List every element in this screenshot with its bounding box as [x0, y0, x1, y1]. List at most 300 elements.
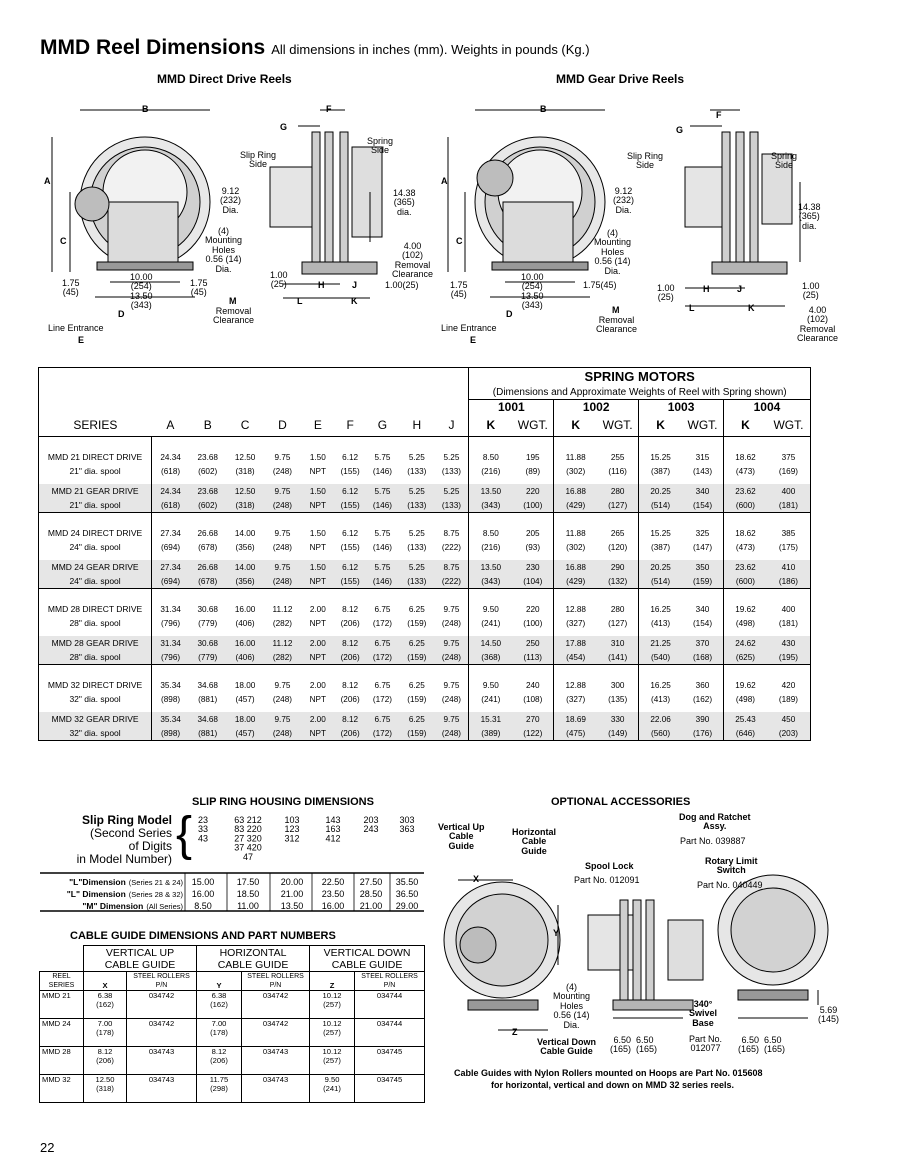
cable-guide-group-header: VERTICAL DOWN CABLE GUIDE	[310, 946, 425, 972]
dim-1350: 13.50 (343)	[130, 291, 153, 311]
slip-ring-grid	[40, 808, 424, 912]
slip-ring-dimension-note: (Series 21 & 24)	[128, 878, 183, 887]
reel-series-header: REEL SERIES	[40, 972, 84, 991]
table-cell: 5.25	[443, 452, 460, 462]
table-cell: (127)	[608, 618, 628, 628]
table-cell: (132)	[597, 574, 638, 589]
table-cell: (625)	[723, 650, 766, 665]
table-cell: 310	[597, 636, 638, 650]
table-cell: 15.31	[469, 712, 512, 726]
line-entrance-label: Line Entrance	[441, 323, 497, 333]
accessory-mounting-label: (4) Mounting Holes 0.56 (14) Dia.	[553, 982, 591, 1030]
spool-lock-pn: Part No. 012091	[574, 875, 640, 885]
spring-motors-table	[38, 367, 811, 741]
table-cell: (678)	[198, 542, 218, 552]
table-cell: 350	[682, 560, 723, 574]
table-row	[40, 991, 425, 1019]
table-cell: 220	[512, 484, 553, 498]
dim-mm: (178)	[96, 1028, 114, 1037]
dim-inches: 8.12	[97, 1047, 113, 1056]
table-cell: 16.00	[234, 604, 256, 614]
table-cell: 6.75	[366, 712, 399, 726]
table-cell: (135)	[608, 694, 628, 704]
dim-mm: (162)	[96, 1000, 114, 1009]
slip-ring-dimension-value: 16.00	[191, 889, 215, 899]
table-cell: 8.12	[342, 680, 359, 690]
table-cell: 9.75	[274, 528, 291, 538]
table-cell: (172)	[372, 618, 393, 628]
col-header-b: B	[189, 414, 226, 437]
spring-side-label: Spring Side	[771, 151, 798, 171]
cable-guide-dim	[197, 991, 242, 1019]
dim-175-right: 1.75(45)	[583, 280, 617, 290]
removal-400-label: 4.00 (102) Removal Clearance	[797, 305, 839, 344]
slip-ring-dimension-value: 29.00	[395, 901, 419, 911]
table-cell: (356)	[226, 574, 263, 589]
table-cell: 16.00	[226, 636, 263, 650]
table-cell: (389)	[469, 726, 512, 741]
motor-1-header: 1001	[469, 400, 554, 415]
table-cell: 18.00	[226, 712, 263, 726]
table-cell: (146)	[366, 498, 399, 513]
table-cell: NPT	[301, 574, 334, 589]
slip-ring-dimension-name: "L" Dimension	[66, 889, 126, 899]
dim-d: D	[506, 309, 513, 319]
table-cell: 9.50	[469, 602, 512, 616]
table-cell: 5.75	[374, 528, 391, 538]
table-cell: (898)	[161, 694, 181, 704]
table-cell: (387)	[639, 540, 682, 554]
accessories-title: OPTIONAL ACCESSORIES	[551, 796, 691, 808]
col-header-k: K	[469, 414, 512, 437]
table-cell: 6.25	[399, 712, 434, 726]
table-cell: 25.43	[723, 712, 766, 726]
table-cell: 1.50	[309, 452, 326, 462]
dim-mm: (178)	[210, 1028, 228, 1037]
table-cell: (189)	[767, 692, 811, 706]
spool-size: 32" dia. spool	[39, 692, 152, 706]
slip-ring-model-value: 243	[363, 824, 379, 835]
gear-drive-diagram	[440, 92, 840, 347]
spring-motors-subheader: (Dimensions and Approximate Weights of Reel with Spring shown)	[469, 385, 811, 400]
table-cell: (356)	[235, 542, 255, 552]
table-row	[39, 726, 811, 741]
slip-ring-dimension-value: 16.00	[321, 901, 345, 911]
table-cell: (133)	[407, 466, 427, 476]
dim-569: 5.69 (145)	[818, 1005, 840, 1025]
table-cell: (154)	[682, 498, 723, 513]
col-header-f: F	[334, 414, 365, 437]
cable-guide-dim	[310, 1075, 355, 1103]
table-row	[39, 560, 811, 574]
table-cell: 6.25	[399, 636, 434, 650]
table-cell: NPT	[309, 466, 326, 476]
table-cell: 12.50	[234, 452, 256, 462]
table-cell: 6.25	[408, 604, 425, 614]
table-cell: (127)	[597, 498, 638, 513]
table-cell: (241)	[469, 692, 512, 706]
slip-ring-dimension-name: "M" Dimension	[82, 901, 144, 911]
part-number: 034743	[127, 1075, 197, 1103]
table-cell: (248)	[434, 726, 468, 741]
dim-1350: 13.50 (343)	[521, 291, 544, 311]
table-cell: 11.12	[264, 636, 301, 650]
dia-1438-label: 14.38 (365) dia.	[393, 188, 416, 217]
table-row	[39, 484, 811, 498]
table-cell: (116)	[608, 466, 627, 476]
table-cell: (222)	[441, 542, 461, 552]
dim-mm: (206)	[210, 1056, 228, 1065]
table-cell: 22.06	[639, 712, 682, 726]
col-header-j: J	[434, 414, 468, 437]
table-cell: 220	[525, 604, 540, 614]
table-cell: 5.25	[434, 484, 468, 498]
slip-ring-side-label: Slip Ring Side	[627, 151, 664, 171]
table-cell: (248)	[264, 726, 301, 741]
motor-4-header: 1004	[723, 400, 810, 415]
part-number: 034742	[127, 1019, 197, 1047]
table-cell: (498)	[723, 616, 766, 630]
part-number: 034743	[127, 1047, 197, 1075]
series-name: MMD 21 GEAR DRIVE	[39, 484, 152, 498]
dim-1000: 10.00 (254)	[521, 272, 544, 292]
table-cell: (881)	[198, 694, 218, 704]
slip-ring-dimension-value: 17.50	[236, 877, 260, 887]
dim-inches: 11.75	[209, 1075, 229, 1084]
dim-inches: 7.00	[97, 1019, 113, 1028]
vertical-down-guide-label: Vertical Down Cable Guide	[537, 1037, 597, 1057]
table-cell: (149)	[597, 726, 638, 741]
table-cell: 5.25	[399, 560, 434, 574]
accessories-footnote-2: for horizontal, vertical and down on MMD 32 series reels.	[491, 1080, 735, 1090]
table-cell: (169)	[767, 464, 811, 478]
table-row	[39, 616, 811, 630]
table-cell: 270	[512, 712, 553, 726]
table-cell: (172)	[372, 694, 393, 704]
dim-k: K	[351, 296, 358, 306]
table-cell: 31.34	[160, 604, 181, 614]
table-cell: (241)	[469, 616, 512, 630]
table-cell: (796)	[161, 618, 181, 628]
table-cell: (302)	[554, 464, 597, 478]
rotary-limit-label: Rotary Limit Switch	[705, 856, 758, 876]
reel-series: MMD 28	[40, 1047, 84, 1075]
table-cell: (429)	[554, 498, 597, 513]
slip-ring-dimension-value: 13.50	[280, 901, 304, 911]
col-header-wgt: WGT.	[512, 414, 553, 437]
series-name: MMD 24 GEAR DRIVE	[39, 560, 152, 574]
dim-mm: (318)	[96, 1084, 114, 1093]
page-title-text: MMD Reel Dimensions	[40, 36, 266, 59]
table-cell: 450	[767, 712, 811, 726]
table-cell: (406)	[235, 618, 255, 628]
dia-1438-label: 14.38 (365) dia.	[798, 202, 821, 231]
table-cell: (146)	[372, 542, 393, 552]
dim-mm: (206)	[96, 1056, 114, 1065]
col-header-series: SERIES	[39, 414, 152, 437]
table-cell: (206)	[334, 726, 365, 741]
table-cell: 14.50	[469, 636, 512, 650]
dim-k: K	[748, 303, 755, 313]
table-cell: (602)	[198, 466, 218, 476]
table-cell: 255	[610, 452, 625, 462]
spool-size: 28" dia. spool	[39, 650, 152, 665]
table-cell: 410	[767, 560, 811, 574]
dim-inches: 8.12	[211, 1047, 227, 1056]
table-cell: 9.75	[434, 712, 468, 726]
table-cell: 18.62	[723, 526, 766, 540]
slip-ring-model-value: 303	[399, 815, 415, 825]
dim-m: M	[612, 305, 620, 315]
slip-ring-model-value: 143	[325, 815, 341, 825]
table-cell: 330	[597, 712, 638, 726]
slip-ring-model-line4: in Model Number)	[76, 852, 172, 866]
table-cell: (248)	[264, 574, 301, 589]
table-cell: (159)	[407, 618, 427, 628]
slip-ring-dimension-value: 22.50	[321, 877, 345, 887]
cable-guide-table-wrap	[39, 945, 425, 1103]
series-name: MMD 28 GEAR DRIVE	[39, 636, 152, 650]
table-cell: (172)	[366, 726, 399, 741]
col-header-d: D	[264, 414, 301, 437]
dim-mm: (162)	[210, 1000, 228, 1009]
table-cell: (646)	[723, 726, 766, 741]
table-cell: (343)	[469, 498, 512, 513]
table-cell: 34.68	[197, 680, 218, 690]
table-cell: 9.75	[274, 452, 291, 462]
table-cell: (122)	[512, 726, 553, 741]
dim-mm: (257)	[323, 1028, 341, 1037]
table-cell: 8.12	[334, 636, 365, 650]
table-cell: (779)	[189, 650, 226, 665]
removal-m-label: Removal Clearance	[596, 315, 638, 335]
reel-series: MMD 21	[40, 991, 84, 1019]
cable-guide-corner	[40, 946, 84, 972]
slip-ring-model-value: 123	[284, 824, 300, 835]
table-cell: 17.88	[554, 636, 597, 650]
table-cell: (175)	[767, 540, 811, 554]
table-cell: (779)	[198, 618, 218, 628]
table-row	[39, 678, 811, 692]
table-row	[39, 540, 811, 554]
cable-guide-dim	[84, 1075, 127, 1103]
part-number: 034743	[242, 1075, 310, 1103]
spool-lock-label: Spool Lock	[585, 861, 634, 871]
table-cell: 18.00	[234, 680, 256, 690]
dim-175-left: 1.75 (45)	[62, 278, 80, 298]
swivel-base-label: 340° Swivel Base	[689, 999, 718, 1028]
part-number: 034742	[242, 1019, 310, 1047]
table-cell: (368)	[469, 650, 512, 665]
slip-ring-model-value: 103	[284, 815, 300, 825]
table-cell: (514)	[639, 574, 682, 589]
cable-guide-letter-header: Z	[310, 972, 355, 991]
dim-mm: (298)	[210, 1084, 228, 1093]
table-cell: 8.50	[469, 450, 512, 464]
cable-guide-title: CABLE GUIDE DIMENSIONS AND PART NUMBERS	[70, 930, 336, 942]
cable-guide-dim	[310, 1047, 355, 1075]
dim-b: B	[142, 104, 149, 114]
table-cell: 360	[695, 680, 710, 690]
table-cell: (159)	[407, 694, 427, 704]
motor-2-header: 1002	[554, 400, 639, 415]
slip-ring-model-value: 203	[363, 815, 379, 825]
table-cell: 20.25	[639, 560, 682, 574]
slip-ring-dimension-value: 35.50	[395, 877, 419, 887]
table-cell: (881)	[189, 726, 226, 741]
col-header-h: H	[399, 414, 434, 437]
dim-inches: 6.38	[97, 991, 113, 1000]
spool-size: 24" dia. spool	[39, 574, 152, 589]
table-cell: (181)	[767, 616, 811, 630]
table-cell: 11.88	[554, 526, 597, 540]
table-cell: (618)	[152, 498, 189, 513]
table-cell: 8.50	[469, 526, 512, 540]
dim-650-a: 6.50 6.50 (165) (165)	[610, 1035, 658, 1055]
table-cell: (206)	[340, 618, 360, 628]
spool-size: 21" dia. spool	[39, 464, 152, 478]
table-cell: (514)	[639, 498, 682, 513]
table-cell: (602)	[189, 498, 226, 513]
table-cell: (93)	[525, 542, 541, 552]
table-cell: 5.75	[366, 560, 399, 574]
table-cell: 195	[525, 452, 540, 462]
dim-b: B	[540, 104, 547, 114]
cable-guide-dim	[197, 1047, 242, 1075]
slip-ring-row-label	[82, 901, 183, 911]
dim-175-left: 1.75 (45)	[450, 280, 468, 300]
steel-rollers-header: STEEL ROLLERS P/N	[127, 972, 197, 991]
table-row	[39, 712, 811, 726]
table-cell: 5.25	[399, 484, 434, 498]
part-number: 034744	[355, 991, 425, 1019]
table-cell: (203)	[767, 726, 811, 741]
table-cell: 265	[610, 528, 625, 538]
table-cell: 24.62	[723, 636, 766, 650]
table-cell: 6.12	[334, 560, 365, 574]
table-cell: (248)	[272, 542, 293, 552]
col-header-e: E	[301, 414, 334, 437]
dim-inches: 6.38	[211, 991, 227, 1000]
col-header-a: A	[152, 414, 189, 437]
table-row	[39, 464, 811, 478]
slip-ring-model-line1: Slip Ring Model	[82, 813, 172, 827]
slip-ring-dimension-note: (Series 28 & 32)	[128, 890, 183, 899]
spring-motors-header: SPRING MOTORS	[469, 368, 811, 386]
table-cell: (133)	[399, 498, 434, 513]
col-header-k: K	[723, 414, 766, 437]
table-cell: (147)	[692, 542, 713, 552]
table-row	[40, 1019, 425, 1047]
table-cell: 26.68	[197, 528, 218, 538]
slip-ring-model-value: 33	[197, 824, 209, 835]
cable-guide-dim	[310, 991, 355, 1019]
slip-ring-row-label	[69, 877, 183, 887]
table-row	[39, 650, 811, 665]
table-cell: (600)	[723, 574, 766, 589]
table-cell: 20.25	[639, 484, 682, 498]
slip-ring-model-value: 163	[325, 824, 341, 835]
table-cell: 12.88	[554, 602, 597, 616]
table-cell: 5.25	[408, 452, 425, 462]
part-number: 034745	[355, 1047, 425, 1075]
table-row	[39, 636, 811, 650]
table-cell: 35.34	[160, 680, 181, 690]
table-cell: NPT	[301, 650, 334, 665]
table-cell: 30.68	[189, 636, 226, 650]
dim-a: A	[441, 176, 448, 186]
cable-guide-group-header: HORIZONTAL CABLE GUIDE	[197, 946, 310, 972]
table-cell: 9.75	[434, 636, 468, 650]
dim-inches: 10.12	[322, 1019, 342, 1028]
series-name: MMD 21 DIRECT DRIVE	[39, 450, 152, 464]
part-number: 034745	[355, 1075, 425, 1103]
gear-drive-title: MMD Gear Drive Reels	[556, 72, 685, 86]
table-cell: 24.34	[152, 484, 189, 498]
table-cell: (146)	[366, 574, 399, 589]
slip-ring-model-value: 27 320	[234, 833, 262, 844]
table-cell: (176)	[682, 726, 723, 741]
table-cell: (413)	[639, 616, 682, 630]
table-cell: 420	[767, 678, 811, 692]
slip-ring-model-value: 83 220	[234, 824, 262, 835]
table-cell: 325	[695, 528, 710, 538]
dim-h: H	[703, 284, 710, 294]
table-cell: (181)	[767, 498, 811, 513]
table-cell: (133)	[434, 498, 468, 513]
brace-icon: {	[176, 808, 193, 861]
table-cell: (678)	[189, 574, 226, 589]
table-cell: 34.68	[189, 712, 226, 726]
slip-ring-model-value: 23	[197, 815, 209, 825]
dia-912-label: 9.12 (232) Dia.	[220, 186, 242, 215]
table-cell: 280	[610, 604, 625, 614]
table-cell: (454)	[554, 650, 597, 665]
table-cell: 23.68	[189, 484, 226, 498]
table-row	[40, 1075, 425, 1103]
table-cell: 1.50	[301, 484, 334, 498]
table-cell: 430	[767, 636, 811, 650]
dim-inches: 7.00	[211, 1019, 227, 1028]
table-cell: (155)	[334, 574, 365, 589]
table-cell: (108)	[523, 694, 543, 704]
table-cell: (159)	[399, 726, 434, 741]
table-cell: 16.88	[554, 484, 597, 498]
page-number: 22	[40, 1140, 55, 1155]
mounting-holes-label: (4) Mounting Holes 0.56 (14) Dia.	[594, 228, 632, 276]
table-cell: 19.62	[723, 602, 766, 616]
table-cell: (216)	[469, 464, 512, 478]
table-cell: 11.12	[272, 604, 293, 614]
dim-l: L	[689, 303, 695, 313]
table-cell: 8.75	[434, 560, 468, 574]
table-row	[39, 692, 811, 706]
cable-guide-table	[39, 945, 425, 1103]
table-cell: (796)	[152, 650, 189, 665]
table-cell: 8.12	[334, 712, 365, 726]
slip-ring-dimension-value: 15.00	[191, 877, 215, 887]
table-cell: (540)	[639, 650, 682, 665]
slip-ring-dimension-value: 18.50	[236, 889, 260, 899]
table-cell: 6.12	[342, 528, 359, 538]
rotary-limit-pn: Part No. 040449	[697, 880, 763, 890]
dim-e: E	[470, 335, 477, 345]
table-cell: 14.00	[226, 560, 263, 574]
table-cell: (154)	[692, 618, 713, 628]
table-cell: 31.34	[152, 636, 189, 650]
table-cell: 35.34	[152, 712, 189, 726]
table-cell: (206)	[340, 694, 360, 704]
